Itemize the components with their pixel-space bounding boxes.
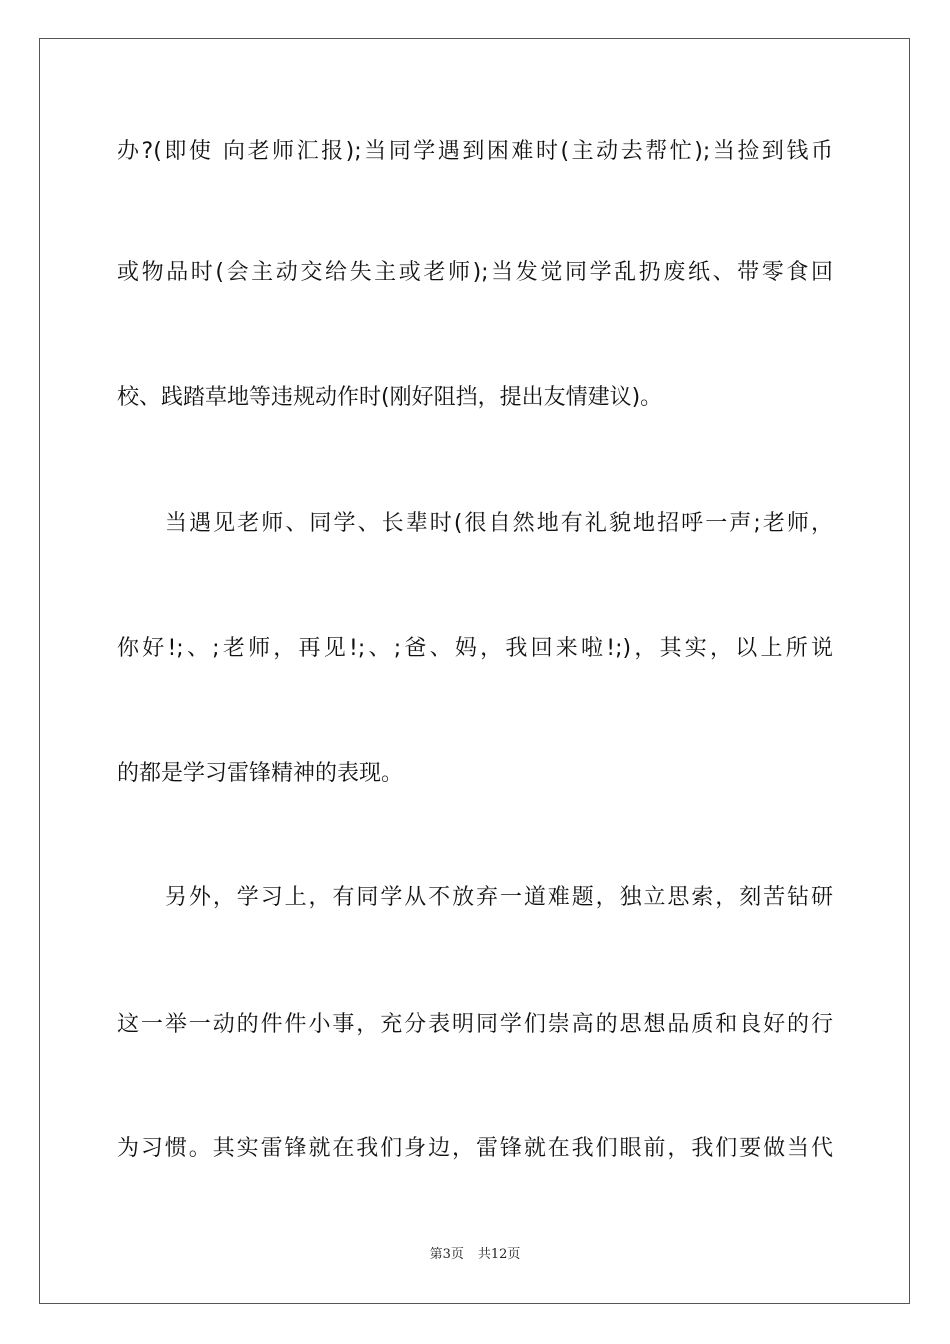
page-total: 共12页 (477, 1247, 521, 1262)
page-footer (0, 1246, 950, 1264)
text-line-6: 的都是学习雷锋精神的表现。 (117, 761, 404, 786)
page-frame (39, 38, 910, 1304)
page-number: 第3页 (429, 1247, 464, 1262)
text-line-3: 校、践踏草地等违规动作时(刚好阻挡，提出友情建议)。 (117, 385, 663, 410)
text-line-2: 或物品时(会主动交给失主或老师);当发觉同学乱扔废纸、带零食回 (117, 260, 833, 285)
text-line-7: 另外，学习上，有同学从不放弃一道难题，独立思索，刻苦钻研 (165, 885, 833, 910)
text-line-8: 这一举一动的件件小事，充分表明同学们崇高的思想品质和良好的行 (117, 1012, 833, 1037)
text-line-5: 你好!;、;老师，再见!;、;爸、妈，我回来啦!;)，其实，以上所说 (117, 636, 833, 661)
text-line-1: 办?(即使 向老师汇报);当同学遇到困难时(主动去帮忙);当捡到钱币 (117, 139, 833, 164)
text-line-4: 当遇见老师、同学、长辈时(很自然地有礼貌地招呼一声;老师， (165, 511, 833, 536)
text-line-9: 为习惯。其实雷锋就在我们身边，雷锋就在我们眼前，我们要做当代 (117, 1136, 833, 1161)
